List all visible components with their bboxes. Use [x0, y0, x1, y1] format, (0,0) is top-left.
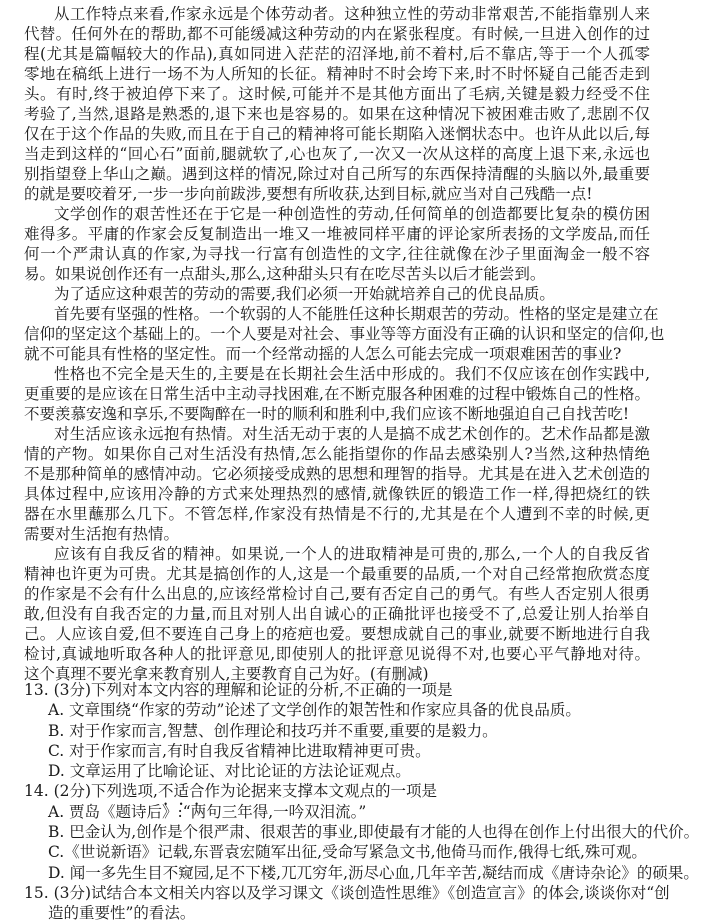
paragraph-line: 敢,但没有自我否定的力量,而且对别人出自诚心的正确批评也接受不了,总爱让别人抬举自: [24, 605, 650, 623]
question-text: 作为论据来支撑本文观点的一项是: [204, 782, 437, 801]
paragraph-line: 零地在稿纸上进行一场不为人所知的长征。精神时不时会垮下来,时不时怀疑自己能否走到: [24, 65, 650, 83]
question-text: 15. (3分)试结合本文相关内容以及学习课文《谈创造性思维》《创造宣言》的体会,谈谈你对“创: [24, 883, 670, 902]
question-text-continuation: 造的重要性”的看法。: [48, 904, 196, 923]
paragraph-line: 何一个严肃认真的作家,为寻找一行富有创造性的文字,往往就像在沙子里面淘金一般不容: [24, 245, 650, 263]
question-text: 14. (2分)下列选项,: [24, 782, 158, 801]
question-stem: [24, 781, 664, 801]
paragraph-line: 从工作特点来看,作家永远是个体劳动者。这种独立性的劳动非常艰苦,不能指靠别人来: [54, 5, 650, 23]
answer-option: C.《世说新语》记载,东晋袁宏随军出征,受命写紧急文书,他倚马而作,俄得七纸,殊可观。: [48, 843, 647, 862]
paragraph-line: 文学创作的艰苦性还在于它是一种创造性的劳动,任何简单的创造都要比复杂的模仿困: [54, 205, 650, 223]
paragraph-line: 代替。任何外在的帮助,都不可能缓减这种劳动的内在紧张程度。有时候,一旦进入创作的过: [24, 25, 650, 43]
paragraph-line: 情的产物。如果你自己对生活没有热情,怎么能指望你的作品去感染别人?当然,这种热情绝: [24, 445, 650, 463]
paragraph-line: 对生活应该永远抱有热情。对生活无动于衷的人是搞不成艺术创作的。艺术作品都是激: [54, 425, 650, 443]
paragraph-line: 首先要有坚强的性格。一个软弱的人不能胜任这种长期艰苦的劳动。性格的坚定是建立在: [54, 305, 659, 323]
paragraph-line: 性格也不完全是天生的,主要是在长期社会生活中形成的。我们不仅应该在创作实践中,: [54, 365, 650, 383]
paragraph-line: 的作家是不会有什么出息的,应该经常检讨自己,要有否定自己的勇气。有些人否定别人很勇: [24, 585, 650, 603]
answer-option: A. 贾岛《题诗后》:“两句三年得,一吟双泪流。”: [48, 802, 367, 821]
paragraph-line: 检讨,真诚地听取各种人的批评意见,即使别人的批评意见说得不对,也要心平气静地对待。: [24, 645, 650, 663]
paragraph-line: 己。人应该自爱,但不要连自己身上的疮疤也爱。要想成就自己的事业,就要不断地进行自我: [24, 625, 650, 643]
paragraph-line: 当走到这样的“回心石”面前,腿就软了,心也灰了,一次又一次从这样的高度上退下来,永远也: [24, 145, 650, 163]
paragraph-line: 就不可能具有性格的坚定性。而一个经常动摇的人怎么可能去完成一项艰难困苦的事业?: [24, 345, 622, 363]
paragraph-line: 头。有时,终于被迫停下来了。这时候,可能并不是其他方面出了毛病,关键是毅力经受不住: [24, 85, 650, 103]
answer-option: B. 巴金认为,创作是个很严肃、很艰苦的事业,即使最有才能的人也得在创作上付出很大的代价。: [48, 823, 700, 842]
paragraph-line: 器在水里蘸那么几下。不管怎样,作家没有热情是不行的,尤其是在个人遭到不幸的时候,更: [24, 505, 650, 523]
paragraph-line: 应该有自我反省的精神。如果说,一个人的进取精神是可贵的,那么,一个人的自我反省: [54, 545, 650, 563]
paragraph-line: 具体过程中,应该用冷静的方式来处理热烈的感情,就像铁匠的锻造工作一样,得把烧红的铁: [24, 485, 650, 503]
paragraph-line: 难得多。平庸的作家会反复制造出一堆又一堆被同样平庸的评论家所表扬的文学废品,而任: [24, 225, 650, 243]
answer-option: A. 文章围绕“作家的劳动”论述了文学创作的艰苦性和作家应具备的优良品质。: [48, 701, 581, 720]
answer-option: C. 对于作家而言,有时自我反省精神比进取精神更可贵。: [48, 741, 431, 760]
question-text: 的一项是: [390, 681, 453, 699]
paragraph-line: 别指望登上华山之巅。遇到这样的情况,除过对自己所写的东西保持清醒的头脑以外,最重要: [24, 165, 650, 183]
answer-option: B. 对于作家而言,智慧、创作理论和技巧并不重要,重要的是毅力。: [48, 721, 498, 740]
question-text: 13. (3分)下列对本文内容的理解和论证的分析,: [24, 681, 344, 699]
paragraph-line: 信仰的坚定这个基础上的。一个人要是对社会、事业等等方面没有正确的认识和坚定的信仰,也: [24, 325, 665, 343]
paragraph-line: 仅在于这个作品的失败,而且在于自己的精神将可能长期陷入迷惘状态中。也许从此以后,每: [24, 125, 650, 143]
paragraph-line: 不是那种简单的感情冲动。它必须接受成熟的思想和理智的指导。尤其是在进入艺术创造的: [24, 465, 650, 483]
paragraph-line: 这个真理不要光拿来教育别人,主要教育自己为好。(有删减): [24, 665, 429, 683]
emphasized-text: 不适合: [157, 782, 205, 801]
emphasized-text: 不正确: [343, 681, 391, 699]
paragraph-line: 程(尤其是篇幅较大的作品),真如同进入茫茫的沼泽地,前不着村,后不靠店,等于一个人孤零: [24, 45, 650, 63]
paragraph-line: 更重要的是应该在日常生活中主动寻找困难,在不断克服各种困难的过程中锻炼自己的性格。: [24, 385, 650, 403]
answer-option: D. 闻一多先生目不窥园,足不下楼,兀兀穷年,沥尽心血,几年辛苦,凝结而成《唐诗杂论》的硕果。: [48, 863, 699, 882]
passage: [24, 4, 665, 684]
paragraph-line: 不要羡慕安逸和享乐,不要陶醉在一时的顺利和胜利中,我们应该不断地强迫自己自找苦吃!: [24, 405, 630, 423]
answer-option: D. 文章运用了比喻论证、对比论证的方法论证观点。: [48, 762, 411, 781]
question-stem: [24, 883, 670, 903]
question-stem: [24, 680, 664, 700]
paragraph-line: 易。如果说创作还有一点甜头,那么,这种甜头只有在吃尽苦头以后才能尝到。: [24, 265, 546, 283]
paragraph-line: 的就是要咬着牙,一步一步向前跋涉,要想有所收获,达到目标,就应当对自己残酷一点!: [24, 185, 593, 203]
paragraph-line: 为了适应这种艰苦的劳动的需要,我们必须一开始就培养自己的优良品质。: [54, 285, 555, 303]
questions-section: [24, 680, 700, 924]
paragraph-line: 需要对生活抱有热情。: [24, 525, 180, 543]
paragraph-line: 考验了,当然,退路是熟悉的,退下来也是容易的。如果在这种情况下被困难击败了,悲剧不仅: [24, 105, 650, 123]
paragraph-line: 精神也许更为可贵。尤其是搞创作的人,这是一个最重要的品质,一个对自己经常抱欣赏态度: [24, 565, 650, 583]
